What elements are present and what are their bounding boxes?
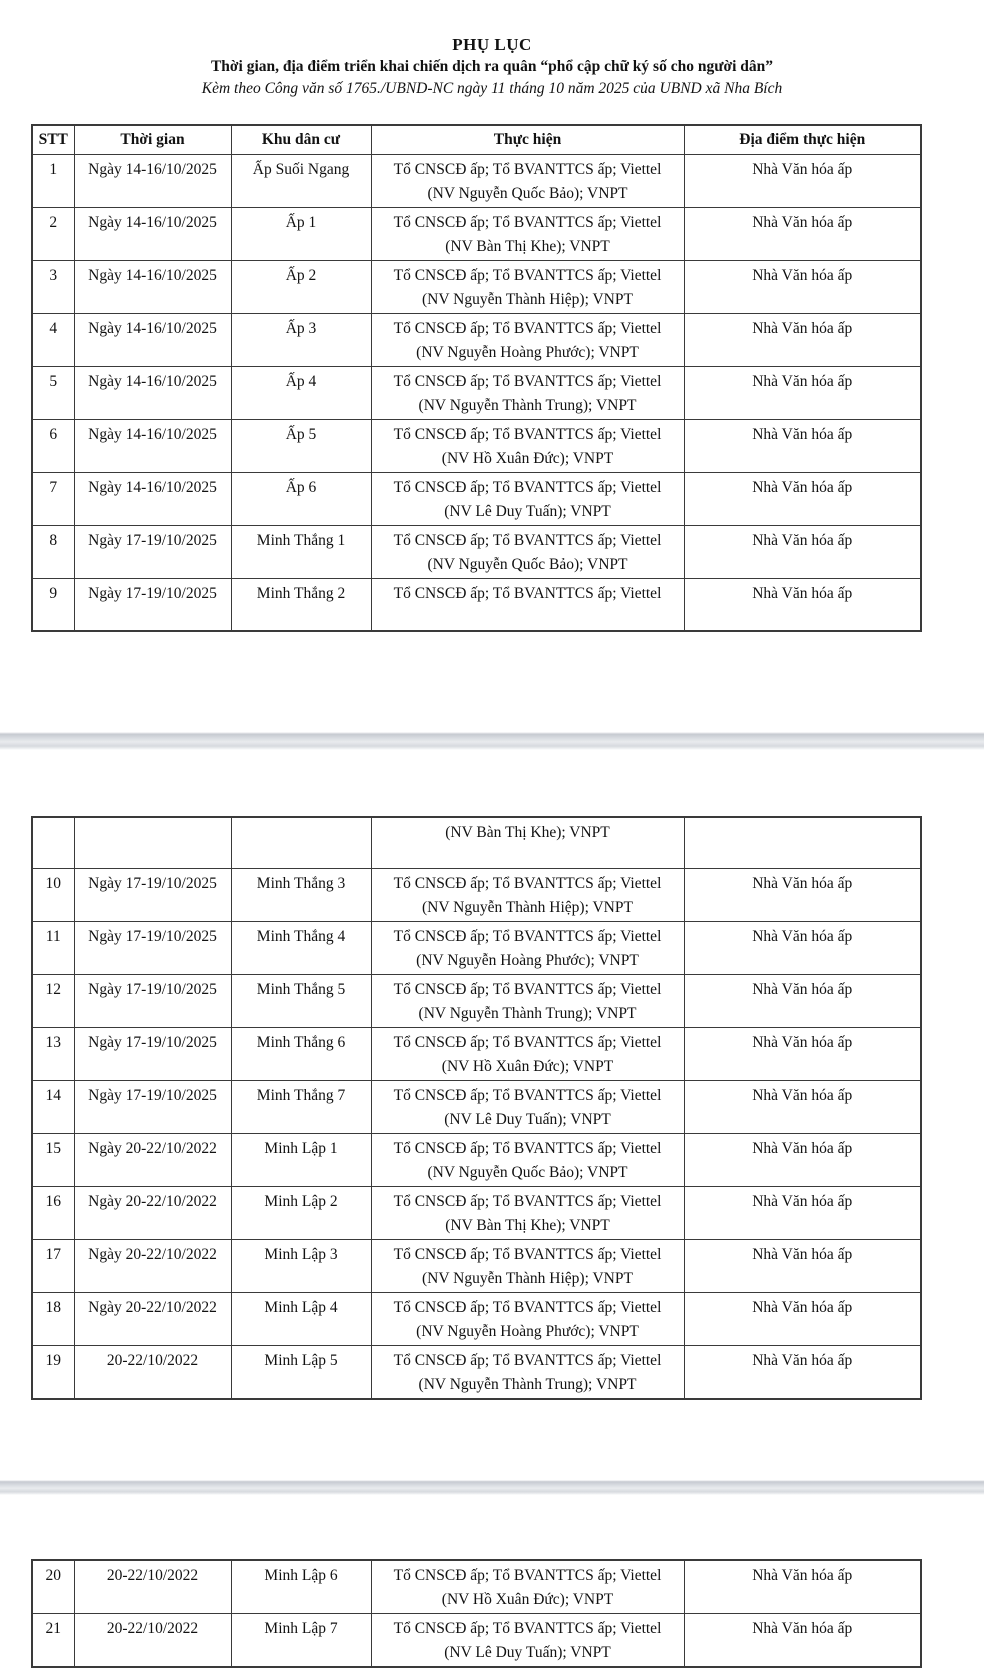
cell-stt: 19 bbox=[32, 1346, 74, 1400]
cell-stt: 2 bbox=[32, 208, 74, 261]
cell-location: Nhà Văn hóa ấp bbox=[684, 869, 921, 922]
cell-time: 20-22/10/2022 bbox=[74, 1560, 231, 1614]
cell-area: Minh Thắng 1 bbox=[231, 526, 371, 579]
cell-exec bbox=[371, 420, 684, 473]
cell-area: Minh Thắng 7 bbox=[231, 1081, 371, 1134]
table-row bbox=[32, 1614, 921, 1668]
cell-area: Minh Thắng 5 bbox=[231, 975, 371, 1028]
exec-line1: Tổ CNSCĐ ấp; Tổ BVANTTCS ấp; Viettel bbox=[393, 1246, 662, 1263]
cell-stt bbox=[32, 817, 74, 869]
cell-time: Ngày 17-19/10/2025 bbox=[74, 526, 231, 579]
cell-stt: 17 bbox=[32, 1240, 74, 1293]
cell-area bbox=[231, 817, 371, 869]
cell-exec bbox=[371, 1293, 684, 1346]
cell-area: Ấp 1 bbox=[231, 208, 371, 261]
table-row bbox=[32, 261, 921, 314]
table-row bbox=[32, 208, 921, 261]
exec-line1: Tổ CNSCĐ ấp; Tổ BVANTTCS ấp; Viettel bbox=[393, 1620, 662, 1637]
cell-time: Ngày 20-22/10/2022 bbox=[74, 1187, 231, 1240]
exec-line1: Tổ CNSCĐ ấp; Tổ BVANTTCS ấp; Viettel bbox=[393, 1193, 662, 1210]
cell-stt: 16 bbox=[32, 1187, 74, 1240]
cell-time: Ngày 14-16/10/2025 bbox=[74, 261, 231, 314]
cell-exec bbox=[371, 1560, 684, 1614]
table-row bbox=[32, 1560, 921, 1614]
cell-stt: 5 bbox=[32, 367, 74, 420]
cell-exec bbox=[371, 314, 684, 367]
cell-exec bbox=[371, 473, 684, 526]
cell-location: Nhà Văn hóa ấp bbox=[684, 1293, 921, 1346]
cell-area: Minh Lập 2 bbox=[231, 1187, 371, 1240]
cell-time: Ngày 17-19/10/2025 bbox=[74, 1081, 231, 1134]
cell-area: Ấp 3 bbox=[231, 314, 371, 367]
cell-time: Ngày 17-19/10/2025 bbox=[74, 1028, 231, 1081]
cell-time: 20-22/10/2022 bbox=[74, 1614, 231, 1668]
cell-exec bbox=[371, 1614, 684, 1668]
table-row bbox=[32, 1028, 921, 1081]
exec-line2: (NV Hồ Xuân Đức); VNPT bbox=[441, 1591, 614, 1608]
cell-location: Nhà Văn hóa ấp bbox=[684, 208, 921, 261]
cell-location: Nhà Văn hóa ấp bbox=[684, 1187, 921, 1240]
cell-location: Nhà Văn hóa ấp bbox=[684, 526, 921, 579]
exec-line2: (NV Lê Duy Tuấn); VNPT bbox=[444, 1111, 611, 1128]
cell-stt: 14 bbox=[32, 1081, 74, 1134]
cell-area: Ấp 6 bbox=[231, 473, 371, 526]
exec-line2: (NV Nguyễn Hoàng Phước); VNPT bbox=[416, 1323, 639, 1340]
cell-area: Minh Thắng 6 bbox=[231, 1028, 371, 1081]
cell-stt: 9 bbox=[32, 579, 74, 631]
exec-line1: Tổ CNSCĐ ấp; Tổ BVANTTCS ấp; Viettel bbox=[393, 875, 662, 892]
exec-line1: Tổ CNSCĐ ấp; Tổ BVANTTCS ấp; Viettel bbox=[393, 320, 662, 337]
cell-stt: 18 bbox=[32, 1293, 74, 1346]
page-break-band bbox=[0, 1480, 984, 1495]
exec-line2: (NV Lê Duy Tuấn); VNPT bbox=[444, 503, 611, 520]
exec-line2: (NV Nguyễn Quốc Bảo); VNPT bbox=[427, 1164, 628, 1181]
cell-stt: 8 bbox=[32, 526, 74, 579]
cell-stt: 11 bbox=[32, 922, 74, 975]
cell-exec bbox=[371, 155, 684, 208]
table-row bbox=[32, 367, 921, 420]
cell-location: Nhà Văn hóa ấp bbox=[684, 1560, 921, 1614]
exec-line1: Tổ CNSCĐ ấp; Tổ BVANTTCS ấp; Viettel bbox=[393, 1140, 662, 1157]
table-row bbox=[32, 1081, 921, 1134]
cell-location: Nhà Văn hóa ấp bbox=[684, 1240, 921, 1293]
cell-exec bbox=[371, 922, 684, 975]
table-row bbox=[32, 420, 921, 473]
table-row bbox=[32, 1240, 921, 1293]
exec-line1: Tổ CNSCĐ ấp; Tổ BVANTTCS ấp; Viettel bbox=[393, 532, 662, 549]
cell-location: Nhà Văn hóa ấp bbox=[684, 314, 921, 367]
table-row bbox=[32, 1187, 921, 1240]
exec-line1: Tổ CNSCĐ ấp; Tổ BVANTTCS ấp; Viettel bbox=[393, 479, 662, 496]
table-row bbox=[32, 473, 921, 526]
cell-location: Nhà Văn hóa ấp bbox=[684, 922, 921, 975]
cell-area: Minh Lập 7 bbox=[231, 1614, 371, 1668]
table-row bbox=[32, 975, 921, 1028]
exec-line1: Tổ CNSCĐ ấp; Tổ BVANTTCS ấp; Viettel bbox=[393, 1299, 662, 1316]
cell-stt: 3 bbox=[32, 261, 74, 314]
cell-location: Nhà Văn hóa ấp bbox=[684, 1134, 921, 1187]
cell-stt: 12 bbox=[32, 975, 74, 1028]
cell-location: Nhà Văn hóa ấp bbox=[684, 1081, 921, 1134]
cell-area: Minh Thắng 2 bbox=[231, 579, 371, 631]
exec-line2: (NV Nguyễn Hoàng Phước); VNPT bbox=[416, 344, 639, 361]
cell-exec bbox=[371, 1346, 684, 1400]
exec-line1: Tổ CNSCĐ ấp; Tổ BVANTTCS ấp; Viettel bbox=[393, 928, 662, 945]
exec-line1: Tổ CNSCĐ ấp; Tổ BVANTTCS ấp; Viettel bbox=[393, 1352, 662, 1369]
exec-line2: (NV Nguyễn Quốc Bảo); VNPT bbox=[427, 185, 628, 202]
exec-line1: Tổ CNSCĐ ấp; Tổ BVANTTCS ấp; Viettel bbox=[393, 267, 662, 284]
exec-line2: (NV Lê Duy Tuấn); VNPT bbox=[444, 1644, 611, 1661]
table-row bbox=[32, 922, 921, 975]
page-title: PHỤ LỤC bbox=[452, 35, 532, 54]
table-row bbox=[32, 869, 921, 922]
cell-time: Ngày 20-22/10/2022 bbox=[74, 1293, 231, 1346]
cell-time: Ngày 17-19/10/2025 bbox=[74, 869, 231, 922]
cell-location: Nhà Văn hóa ấp bbox=[684, 367, 921, 420]
cell-exec bbox=[371, 1134, 684, 1187]
exec-line1: Tổ CNSCĐ ấp; Tổ BVANTTCS ấp; Viettel bbox=[393, 426, 662, 443]
exec-line2: (NV Hồ Xuân Đức); VNPT bbox=[441, 450, 614, 467]
cell-time: Ngày 17-19/10/2025 bbox=[74, 922, 231, 975]
header-location: Địa điểm thực hiện bbox=[684, 125, 921, 155]
exec-line2: (NV Nguyễn Hoàng Phước); VNPT bbox=[416, 952, 639, 969]
cell-time: Ngày 14-16/10/2025 bbox=[74, 420, 231, 473]
table-row bbox=[32, 1346, 921, 1400]
cell-exec bbox=[371, 367, 684, 420]
cell-stt: 10 bbox=[32, 869, 74, 922]
cell-area: Ấp 5 bbox=[231, 420, 371, 473]
cell-time: Ngày 14-16/10/2025 bbox=[74, 314, 231, 367]
exec-line1: Tổ CNSCĐ ấp; Tổ BVANTTCS ấp; Viettel bbox=[393, 161, 662, 178]
cell-area: Minh Lập 3 bbox=[231, 1240, 371, 1293]
cell-exec bbox=[371, 261, 684, 314]
cell-area: Minh Lập 5 bbox=[231, 1346, 371, 1400]
cell-stt: 15 bbox=[32, 1134, 74, 1187]
header-stt: STT bbox=[32, 125, 74, 155]
cell-location: Nhà Văn hóa ấp bbox=[684, 261, 921, 314]
exec-line1: Tổ CNSCĐ ấp; Tổ BVANTTCS ấp; Viettel bbox=[393, 1567, 662, 1584]
exec-line2: (NV Nguyễn Thành Trung); VNPT bbox=[418, 1005, 637, 1022]
cell-area: Ấp Suối Ngang bbox=[231, 155, 371, 208]
table-row bbox=[32, 155, 921, 208]
exec-line2: (NV Nguyễn Thành Hiệp); VNPT bbox=[422, 1270, 633, 1287]
exec-line2: (NV Nguyễn Thành Hiệp); VNPT bbox=[422, 899, 633, 916]
exec-line2: (NV Hồ Xuân Đức); VNPT bbox=[441, 1058, 614, 1075]
exec-line2: (NV Bàn Thị Khe); VNPT bbox=[445, 823, 610, 841]
cell-exec bbox=[371, 1081, 684, 1134]
cell-stt: 6 bbox=[32, 420, 74, 473]
table-row bbox=[32, 1293, 921, 1346]
table-row bbox=[32, 1134, 921, 1187]
exec-line1: Tổ CNSCĐ ấp; Tổ BVANTTCS ấp; Viettel bbox=[393, 373, 662, 390]
cell-location: Nhà Văn hóa ấp bbox=[684, 579, 921, 631]
cell-exec bbox=[371, 1187, 684, 1240]
cell-location: Nhà Văn hóa ấp bbox=[684, 473, 921, 526]
exec-line1: Tổ CNSCĐ ấp; Tổ BVANTTCS ấp; Viettel bbox=[393, 981, 662, 998]
cell-area: Minh Thắng 4 bbox=[231, 922, 371, 975]
cell-exec bbox=[371, 579, 684, 631]
cell-stt: 4 bbox=[32, 314, 74, 367]
cell-location: Nhà Văn hóa ấp bbox=[684, 155, 921, 208]
exec-line1: Tổ CNSCĐ ấp; Tổ BVANTTCS ấp; Viettel bbox=[393, 214, 662, 231]
document-subtitle: Thời gian, địa điểm triển khai chiến dịch ra quân “phổ cập chữ ký số cho người dân” bbox=[210, 58, 774, 75]
cell-exec bbox=[371, 817, 684, 869]
document-header bbox=[0, 0, 984, 100]
cell-stt: 7 bbox=[32, 473, 74, 526]
cell-time: Ngày 20-22/10/2022 bbox=[74, 1240, 231, 1293]
header-exec: Thực hiện bbox=[371, 125, 684, 155]
cell-area: Minh Thắng 3 bbox=[231, 869, 371, 922]
cell-time: Ngày 14-16/10/2025 bbox=[74, 367, 231, 420]
schedule-table-page-2 bbox=[31, 816, 922, 1401]
cell-exec bbox=[371, 975, 684, 1028]
cell-exec bbox=[371, 208, 684, 261]
table-row bbox=[32, 817, 921, 869]
exec-line2: (NV Bàn Thị Khe); VNPT bbox=[445, 1217, 610, 1234]
cell-location: Nhà Văn hóa ấp bbox=[684, 975, 921, 1028]
schedule-table-page-3 bbox=[31, 1559, 922, 1668]
cell-location bbox=[684, 817, 921, 869]
cell-time: Ngày 17-19/10/2025 bbox=[74, 579, 231, 631]
exec-line1: Tổ CNSCĐ ấp; Tổ BVANTTCS ấp; Viettel bbox=[393, 1034, 662, 1051]
cell-stt: 13 bbox=[32, 1028, 74, 1081]
header-area: Khu dân cư bbox=[231, 125, 371, 155]
cell-stt: 1 bbox=[32, 155, 74, 208]
cell-stt: 20 bbox=[32, 1560, 74, 1614]
cell-location: Nhà Văn hóa ấp bbox=[684, 420, 921, 473]
exec-line1: Tổ CNSCĐ ấp; Tổ BVANTTCS ấp; Viettel bbox=[393, 1087, 662, 1104]
exec-line2: (NV Nguyễn Thành Trung); VNPT bbox=[418, 1376, 637, 1393]
cell-area: Ấp 4 bbox=[231, 367, 371, 420]
cell-location: Nhà Văn hóa ấp bbox=[684, 1346, 921, 1400]
header-time: Thời gian bbox=[74, 125, 231, 155]
cell-exec bbox=[371, 1028, 684, 1081]
cell-exec bbox=[371, 526, 684, 579]
exec-line2: (NV Bàn Thị Khe); VNPT bbox=[445, 238, 610, 255]
cell-location: Nhà Văn hóa ấp bbox=[684, 1028, 921, 1081]
cell-area: Minh Lập 4 bbox=[231, 1293, 371, 1346]
cell-time: Ngày 14-16/10/2025 bbox=[74, 155, 231, 208]
cell-area: Minh Lập 6 bbox=[231, 1560, 371, 1614]
document-reference: Kèm theo Công văn số 1765./UBND-NC ngày 11 tháng 10 năm 2025 của UBND xã Nha Bích bbox=[201, 80, 783, 97]
cell-area: Minh Lập 1 bbox=[231, 1134, 371, 1187]
table-row bbox=[32, 526, 921, 579]
cell-time: Ngày 20-22/10/2022 bbox=[74, 1134, 231, 1187]
cell-time: Ngày 17-19/10/2025 bbox=[74, 975, 231, 1028]
table-row bbox=[32, 314, 921, 367]
cell-area: Ấp 2 bbox=[231, 261, 371, 314]
cell-exec bbox=[371, 1240, 684, 1293]
exec-line2: (NV Nguyễn Thành Hiệp); VNPT bbox=[422, 291, 633, 308]
cell-time: 20-22/10/2022 bbox=[74, 1346, 231, 1400]
cell-time bbox=[74, 817, 231, 869]
exec-line1: Tổ CNSCĐ ấp; Tổ BVANTTCS ấp; Viettel bbox=[393, 585, 662, 602]
table-header-row bbox=[32, 125, 921, 155]
exec-line2: (NV Nguyễn Thành Trung); VNPT bbox=[418, 397, 637, 414]
table-row bbox=[32, 579, 921, 631]
exec-line2: (NV Nguyễn Quốc Bảo); VNPT bbox=[427, 556, 628, 573]
cell-exec bbox=[371, 869, 684, 922]
cell-time: Ngày 14-16/10/2025 bbox=[74, 473, 231, 526]
cell-stt: 21 bbox=[32, 1614, 74, 1668]
cell-location: Nhà Văn hóa ấp bbox=[684, 1614, 921, 1668]
page-break-band bbox=[0, 732, 984, 750]
cell-time: Ngày 14-16/10/2025 bbox=[74, 208, 231, 261]
schedule-table-page-1 bbox=[31, 124, 922, 632]
